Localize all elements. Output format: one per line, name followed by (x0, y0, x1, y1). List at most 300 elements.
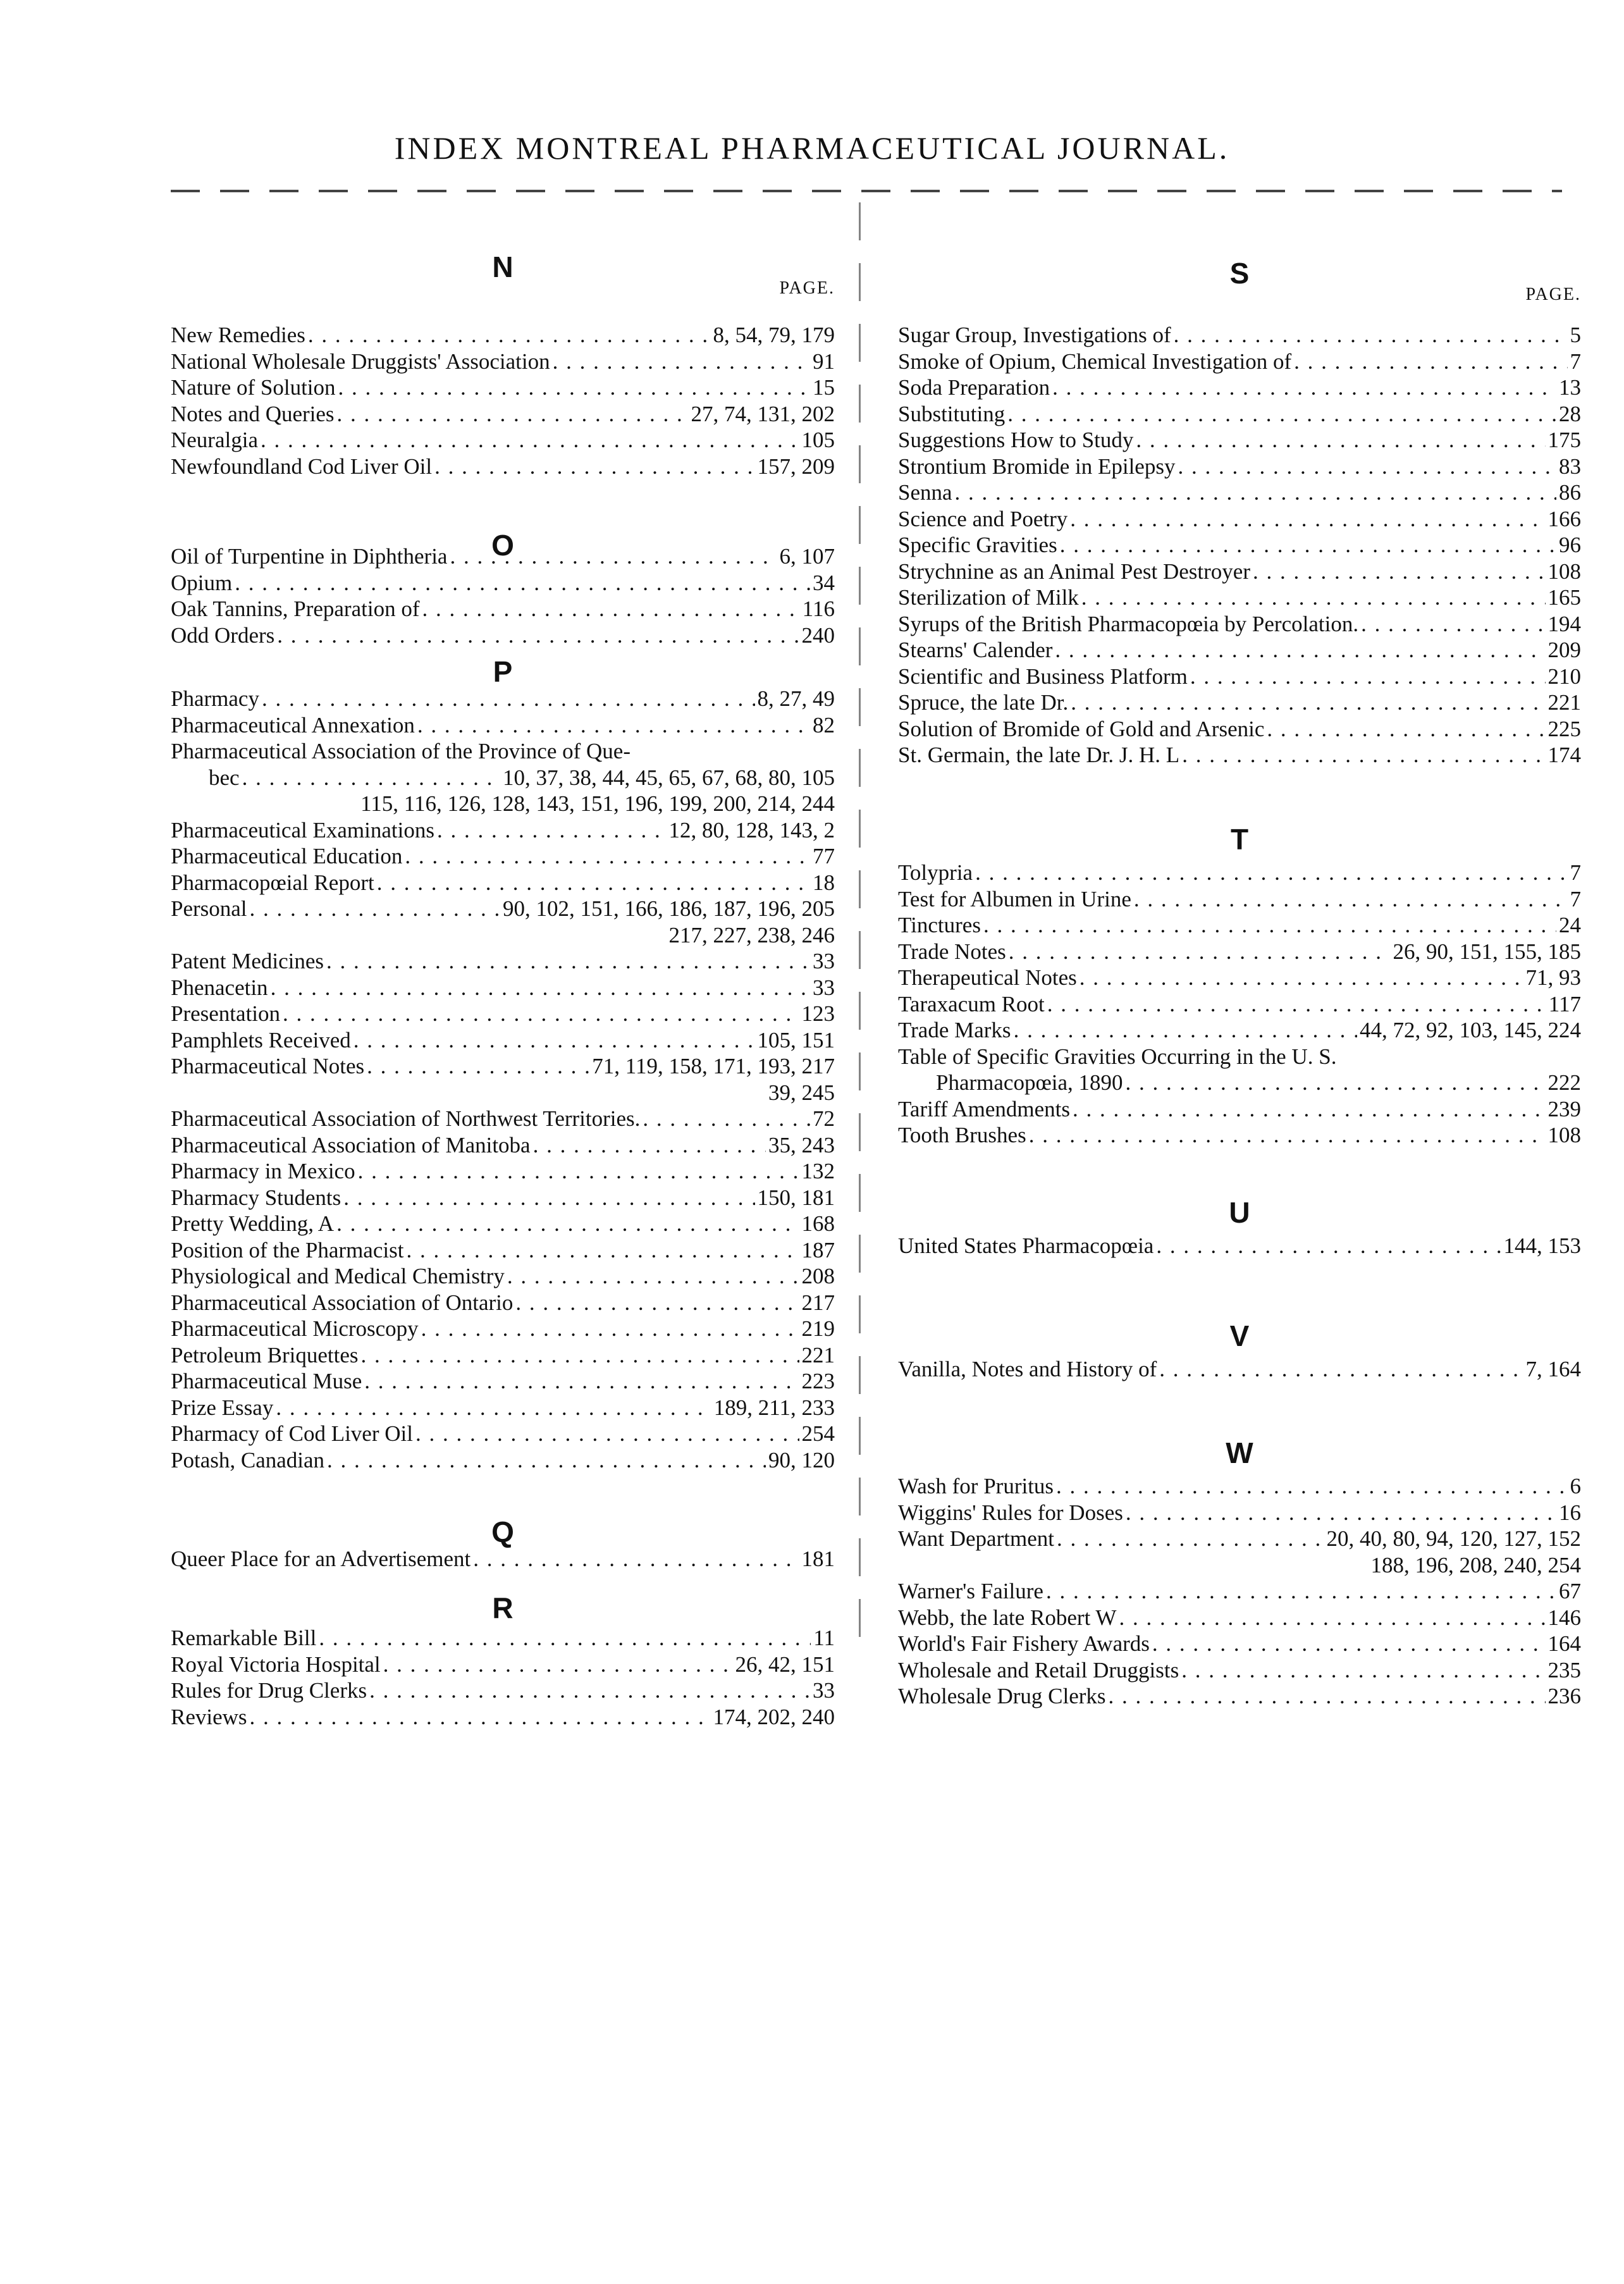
index-entry (171, 1028, 835, 1053)
entry-pages: 15 (813, 375, 835, 400)
index-entry (898, 1579, 1581, 1604)
dot-leader (271, 975, 810, 1001)
entry-pages: 108 (1547, 559, 1581, 584)
index-entry (898, 402, 1581, 427)
dot-leader (1156, 1233, 1501, 1259)
entry-title: Remarkable Bill (171, 1626, 317, 1650)
dot-leader (250, 1705, 711, 1730)
entry-pages: 175 (1547, 428, 1581, 452)
index-entry-continuation: 217, 227, 238, 246 (668, 922, 835, 948)
entry-title: Pharmaceutical Association of Manitoba (171, 1132, 531, 1157)
entry-title: Spruce, the late Dr. (898, 690, 1069, 715)
dot-leader (336, 1211, 799, 1237)
entry-title: Pharmacopœia, 1890 (936, 1070, 1123, 1095)
entry-title: Wholesale Drug Clerks (898, 1684, 1106, 1708)
entry-pages: 7 (1570, 349, 1581, 374)
index-entry (171, 349, 835, 374)
dot-leader (1267, 717, 1545, 742)
entry-pages: 7 (1570, 886, 1581, 911)
index-entry (898, 1044, 1581, 1070)
entry-pages: 12, 80, 128, 143, 2 (668, 817, 835, 843)
section-letter-u: U (1229, 1196, 1250, 1229)
section-letter-n: N (492, 250, 514, 283)
entry-title: Phenacetin (171, 975, 268, 1000)
dot-leader (1073, 1097, 1546, 1122)
entry-pages: 208 (801, 1264, 835, 1288)
dot-leader (1253, 559, 1546, 584)
index-entry (898, 533, 1581, 558)
dot-leader (358, 1159, 799, 1184)
dot-leader (1174, 323, 1568, 348)
entry-title: Smoke of Opium, Chemical Investigation of (898, 349, 1292, 374)
entry-pages: 235 (1547, 1657, 1581, 1682)
entry-title: Syrups of the British Pharmacopœia by Percolation. (898, 611, 1359, 636)
index-entry (171, 1054, 835, 1079)
entry-title: Pharmaceutical Microscopy (171, 1316, 419, 1341)
dot-leader (1009, 939, 1391, 965)
dot-leader (319, 1626, 811, 1651)
entry-title: Oil of Turpentine in Diphtheria (171, 544, 448, 569)
entry-title: Wiggins' Rules for Doses (898, 1500, 1123, 1525)
dot-leader (515, 1290, 799, 1316)
index-entry (898, 992, 1581, 1017)
section-letter-r: R (492, 1591, 514, 1624)
dot-leader (1178, 454, 1556, 479)
entry-pages: 222 (1547, 1070, 1581, 1095)
dot-leader (1119, 1605, 1545, 1631)
index-entry (898, 1605, 1581, 1631)
dot-leader (507, 1264, 799, 1289)
entry-title: National Wholesale Druggists' Association (171, 349, 550, 374)
entry-pages: 71, 119, 158, 171, 193, 217 (592, 1054, 835, 1078)
entry-pages: 168 (801, 1211, 835, 1236)
entry-pages: 146 (1547, 1605, 1581, 1630)
entry-title: Taraxacum Root (898, 991, 1045, 1016)
index-entry (898, 1070, 1581, 1096)
entry-title: Royal Victoria Hospital (171, 1651, 381, 1677)
index-entry (171, 765, 835, 791)
entry-title: Specific Gravities (898, 533, 1057, 557)
entry-pages: 67 (1559, 1579, 1581, 1603)
dot-leader (1046, 1579, 1556, 1604)
entry-title: Senna (898, 480, 952, 505)
index-entry (171, 402, 835, 427)
entry-pages: 33 (813, 1678, 835, 1703)
section-letter-v: V (1229, 1319, 1250, 1352)
entry-title: Position of the Pharmacist (171, 1237, 404, 1262)
dot-leader (1182, 743, 1545, 768)
index-entry (171, 896, 835, 922)
index-entry (171, 323, 835, 348)
entry-title: Reviews (171, 1704, 247, 1729)
entry-pages: 35, 243 (768, 1132, 835, 1157)
dot-leader (308, 323, 711, 348)
index-entry (171, 870, 835, 896)
section-letter-s: S (1229, 257, 1250, 290)
entry-title: Want Department (898, 1526, 1054, 1551)
entry-title: Sugar Group, Investigations of (898, 323, 1171, 347)
dot-leader (326, 949, 810, 974)
entry-title: Tinctures (898, 913, 981, 937)
entry-pages: 221 (801, 1342, 835, 1367)
index-entry-continuation: 115, 116, 126, 128, 143, 151, 196, 199, 200, 214, 244 (360, 791, 835, 816)
entry-title: United States Pharmacopœia (898, 1233, 1154, 1258)
entry-pages: 219 (801, 1316, 835, 1341)
index-entry (898, 349, 1581, 374)
entry-pages: 72 (813, 1106, 835, 1131)
index-entry (898, 743, 1581, 768)
dot-leader (533, 1133, 766, 1158)
entry-pages: 209 (1547, 638, 1581, 662)
index-entry (171, 1211, 835, 1237)
entry-pages: 210 (1547, 664, 1581, 689)
index-entry (898, 939, 1581, 965)
index-entry (171, 375, 835, 400)
index-entry (898, 860, 1581, 886)
entry-title: Tooth Brushes (898, 1123, 1026, 1147)
entry-title: Pharmacy Students (171, 1185, 341, 1210)
entry-pages: 150, 181 (757, 1185, 835, 1210)
entry-pages: 34 (813, 570, 835, 595)
column-divider (859, 202, 861, 1657)
index-entry (898, 323, 1581, 348)
index-entry (898, 638, 1581, 663)
entry-title: Therapeutical Notes (898, 965, 1077, 990)
entry-title: Presentation (171, 1001, 281, 1026)
entry-title: Pharmacopœial Report (171, 870, 374, 895)
dot-leader (277, 623, 799, 648)
page-column-label: PAGE. (1525, 285, 1581, 304)
section-letter-o: O (491, 529, 514, 562)
index-entry (171, 1678, 835, 1703)
dot-leader (1029, 1123, 1546, 1148)
entry-title: Warner's Failure (898, 1579, 1043, 1603)
entry-title: Suggestions How to Study (898, 428, 1134, 452)
section-letter-p: P (493, 655, 513, 688)
entry-pages: 7, 164 (1525, 1357, 1581, 1381)
entry-pages: 7 (1570, 860, 1581, 885)
entry-title: Vanilla, Notes and History of (898, 1357, 1157, 1381)
entry-pages: 105, 151 (757, 1027, 835, 1052)
entry-title: Prize Essay (171, 1395, 274, 1420)
entry-title: Wholesale and Retail Druggists (898, 1657, 1179, 1682)
entry-title: Table of Specific Gravities Occurring in the U. S. (898, 1044, 1337, 1069)
entry-title: Tariff Amendments (898, 1096, 1070, 1121)
dot-leader (1057, 1526, 1324, 1552)
dot-leader (1181, 1658, 1545, 1683)
index-entry (171, 454, 835, 479)
dot-leader (360, 1343, 799, 1368)
dot-leader (1125, 1070, 1545, 1096)
entry-pages: 187 (801, 1237, 835, 1262)
entry-pages: 181 (801, 1546, 835, 1571)
index-entry (171, 544, 835, 569)
entry-title: Notes and Queries (171, 401, 335, 426)
entry-pages: 132 (801, 1159, 835, 1183)
dot-leader (450, 544, 777, 569)
entry-title: Pharmaceutical Muse (171, 1369, 362, 1393)
index-entry (171, 1106, 835, 1132)
index-entry (171, 949, 835, 974)
dot-leader (983, 913, 1556, 938)
entry-title: Oak Tannins, Preparation of (171, 596, 420, 621)
entry-pages: 71, 93 (1525, 965, 1581, 990)
index-entry (171, 1421, 835, 1447)
index-entry (171, 975, 835, 1001)
entry-pages: 194 (1547, 611, 1581, 636)
dot-leader (377, 870, 810, 896)
dot-leader (415, 1421, 799, 1447)
dot-leader (975, 860, 1567, 886)
entry-pages: 44, 72, 92, 103, 145, 224 (1360, 1018, 1581, 1042)
entry-pages: 236 (1547, 1684, 1581, 1708)
index-entry (898, 1684, 1581, 1709)
index-entry (898, 1123, 1581, 1148)
index-entry (171, 686, 835, 712)
index-entry (898, 1233, 1581, 1259)
dot-leader (343, 1185, 754, 1211)
dot-leader (1055, 638, 1545, 663)
index-entry (898, 585, 1581, 610)
entry-title: Webb, the late Robert W (898, 1605, 1117, 1630)
entry-title: Strychnine as an Animal Pest Destroyer (898, 559, 1250, 584)
entry-pages: 18 (813, 870, 835, 895)
dot-leader (473, 1546, 799, 1572)
index-entry (171, 844, 835, 869)
dot-leader (262, 686, 755, 712)
dot-leader (1361, 612, 1545, 637)
index-entry (898, 887, 1581, 912)
dot-leader (1070, 507, 1545, 532)
entry-title: Neuralgia (171, 428, 258, 452)
dot-leader (383, 1652, 733, 1677)
dot-leader (1081, 585, 1546, 610)
dot-leader (367, 1054, 589, 1079)
entry-title: Tolypria (898, 860, 973, 885)
dot-leader (1109, 1684, 1546, 1709)
entry-title: bec (209, 765, 240, 790)
header-rule (171, 190, 1562, 192)
index-entry (171, 596, 835, 622)
entry-pages: 108 (1547, 1123, 1581, 1147)
index-entry (898, 1658, 1581, 1683)
dot-leader (406, 1238, 799, 1263)
dot-leader (1134, 887, 1568, 912)
entry-pages: 96 (1559, 533, 1581, 557)
index-entry (898, 1631, 1581, 1657)
index-entry (171, 571, 835, 596)
index-entry (898, 1500, 1581, 1526)
dot-leader (1060, 533, 1556, 558)
entry-title: Stearns' Calender (898, 638, 1053, 662)
dot-leader (1014, 1018, 1357, 1043)
entry-pages: 33 (813, 949, 835, 973)
index-entry (171, 818, 835, 843)
index-entry (898, 428, 1581, 453)
page-column-label: PAGE. (779, 278, 835, 298)
entry-title: Personal (171, 896, 247, 921)
dot-leader (337, 402, 689, 427)
index-entry (898, 1474, 1581, 1499)
entry-pages: 117 (1548, 991, 1581, 1016)
entry-title: Wash for Pruritus (898, 1474, 1054, 1498)
index-entry (171, 1626, 835, 1651)
entry-pages: 8, 27, 49 (757, 686, 835, 711)
index-entry (171, 1652, 835, 1677)
entry-pages: 239 (1547, 1096, 1581, 1121)
entry-title: Nature of Solution (171, 375, 336, 400)
entry-pages: 105 (801, 428, 835, 452)
entry-pages: 28 (1559, 401, 1581, 426)
entry-pages: 86 (1559, 480, 1581, 505)
section-letter-w: W (1226, 1436, 1253, 1469)
entry-pages: 90, 120 (768, 1447, 835, 1472)
entry-pages: 13 (1559, 375, 1581, 400)
entry-title: Pharmaceutical Examinations (171, 817, 434, 843)
entry-title: Trade Notes (898, 939, 1006, 964)
entry-pages: 83 (1559, 454, 1581, 479)
entry-pages: 164 (1547, 1631, 1581, 1656)
entry-title: St. Germain, the late Dr. J. H. L (898, 743, 1180, 767)
entry-pages: 27, 74, 131, 202 (691, 401, 835, 426)
dot-leader (276, 1395, 711, 1421)
index-entry (898, 1018, 1581, 1043)
entry-title: Strontium Bromide in Epilepsy (898, 454, 1176, 479)
dot-leader (1190, 664, 1546, 689)
entry-title: Substituting (898, 401, 1006, 426)
entry-pages: 240 (801, 622, 835, 648)
index-entry (171, 1316, 835, 1342)
entry-title: Pharmaceutical Association of Ontario (171, 1290, 514, 1315)
entry-pages: 123 (801, 1001, 835, 1026)
entry-pages: 6, 107 (779, 544, 835, 569)
entry-title: Pharmaceutical Association of the Province of Que- (171, 739, 631, 763)
index-entry (171, 1448, 835, 1473)
dot-leader (437, 818, 667, 843)
dot-leader (261, 428, 799, 453)
dot-leader (1136, 428, 1545, 453)
entry-pages: 16 (1559, 1500, 1581, 1525)
entry-title: Pharmaceutical Association of Northwest Territories. (171, 1106, 641, 1131)
entry-pages: 223 (801, 1369, 835, 1393)
index-entry (898, 965, 1581, 991)
index-entry (898, 1097, 1581, 1122)
dot-leader (1126, 1500, 1556, 1526)
entry-title: Pharmaceutical Education (171, 844, 403, 868)
dot-leader (405, 844, 810, 869)
index-entry (171, 1001, 835, 1027)
dot-leader (327, 1448, 766, 1473)
dot-leader (364, 1369, 799, 1394)
index-entry (898, 1357, 1581, 1382)
entry-title: World's Fair Fishery Awards (898, 1631, 1150, 1656)
dot-leader (242, 765, 500, 791)
dot-leader (417, 713, 810, 738)
entry-title: Test for Albumen in Urine (898, 886, 1131, 911)
entry-title: Opium (171, 570, 233, 595)
index-entry (898, 507, 1581, 532)
entry-title: Scientific and Business Platform (898, 664, 1188, 689)
entry-title: Patent Medicines (171, 949, 324, 973)
entry-title: New Remedies (171, 323, 305, 347)
entry-title: Pharmacy in Mexico (171, 1159, 355, 1183)
entry-pages: 189, 211, 233 (713, 1395, 835, 1420)
dot-leader (553, 349, 810, 374)
dot-leader (1080, 965, 1523, 991)
dot-leader (421, 1316, 799, 1342)
dot-leader (338, 375, 810, 400)
index-entry-continuation: 188, 196, 208, 240, 254 (1370, 1552, 1581, 1577)
entry-title: Newfoundland Cod Liver Oil (171, 454, 433, 479)
entry-pages: 24 (1559, 913, 1581, 937)
entry-title: Pharmacy of Cod Liver Oil (171, 1421, 413, 1446)
dot-leader (1056, 1474, 1567, 1499)
entry-title: Pamphlets Received (171, 1027, 351, 1052)
index-entry (171, 1705, 835, 1730)
entry-title: Pretty Wedding, A (171, 1211, 335, 1236)
dot-leader (1159, 1357, 1523, 1382)
index-entry (898, 913, 1581, 938)
dot-leader (250, 896, 500, 922)
entry-pages: 91 (813, 349, 835, 374)
entry-pages: 26, 42, 151 (735, 1651, 835, 1677)
entry-title: Physiological and Medical Chemistry (171, 1264, 505, 1288)
index-entry (171, 1133, 835, 1158)
index-entry (171, 1290, 835, 1316)
index-entry (898, 559, 1581, 584)
entry-pages: 174 (1547, 743, 1581, 767)
index-entry (898, 375, 1581, 400)
index-entry (898, 454, 1581, 479)
entry-pages: 77 (813, 844, 835, 868)
section-letter-q: Q (491, 1515, 514, 1548)
entry-title: Solution of Bromide of Gold and Arsenic (898, 716, 1265, 741)
dot-leader (354, 1028, 755, 1053)
dot-leader (1047, 992, 1546, 1017)
entry-pages: 144, 153 (1503, 1233, 1581, 1258)
index-entry (898, 717, 1581, 742)
entry-pages: 116 (802, 596, 835, 621)
entry-title: Trade Marks (898, 1018, 1011, 1042)
entry-title: Pharmacy (171, 686, 259, 711)
entry-title: Sterilization of Milk (898, 585, 1079, 610)
index-entry (898, 664, 1581, 689)
index-entry (171, 1369, 835, 1394)
dot-leader (1071, 690, 1545, 715)
dot-leader (1007, 402, 1556, 427)
section-letter-t: T (1230, 823, 1249, 856)
dot-leader (434, 454, 754, 479)
entry-title: Petroleum Briquettes (171, 1342, 359, 1367)
entry-title: Queer Place for an Advertisement (171, 1546, 471, 1571)
index-entry (171, 1546, 835, 1572)
entry-pages: 20, 40, 80, 94, 120, 127, 152 (1326, 1526, 1581, 1551)
index-entry (898, 690, 1581, 715)
entry-pages: 254 (801, 1421, 835, 1446)
entry-title: Pharmaceutical Notes (171, 1054, 365, 1078)
index-entry (171, 713, 835, 738)
index-entry (898, 480, 1581, 505)
entry-title: Potash, Canadian (171, 1447, 325, 1472)
entry-title: Soda Preparation (898, 375, 1050, 400)
dot-leader (369, 1678, 810, 1703)
dot-leader (283, 1001, 799, 1027)
entry-pages: 225 (1547, 716, 1581, 741)
index-entry (171, 1343, 835, 1368)
index-entry (171, 739, 835, 764)
dot-leader (235, 571, 810, 596)
index-entry-continuation: 39, 245 (768, 1080, 835, 1105)
